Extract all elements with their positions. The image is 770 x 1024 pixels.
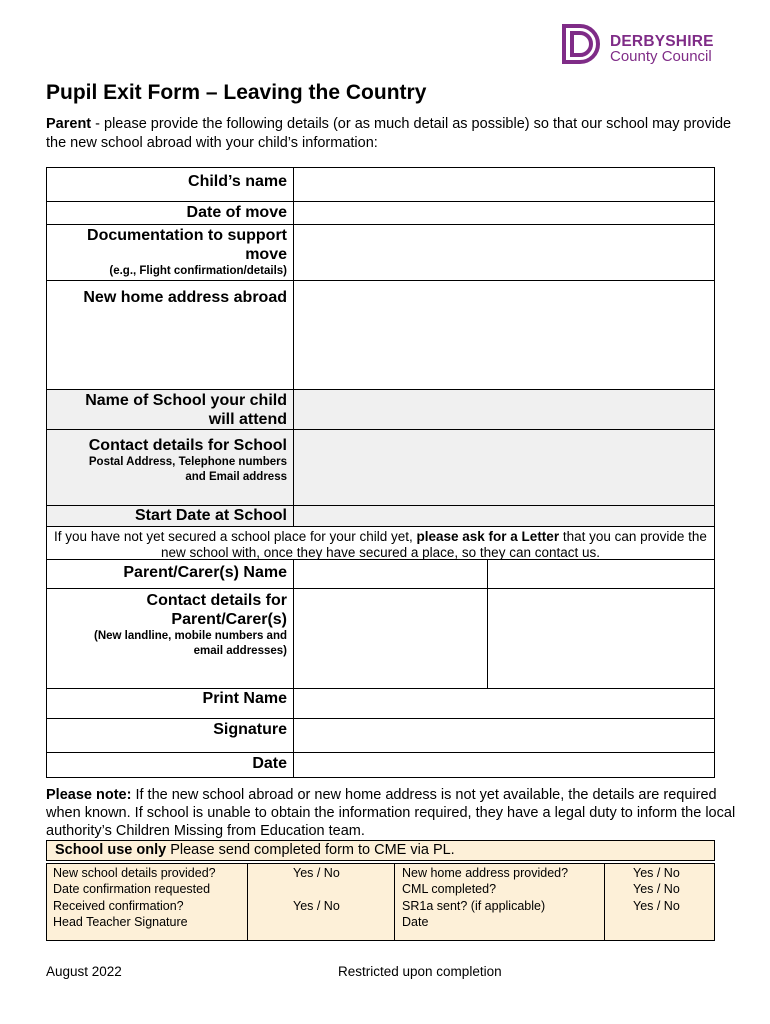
letter-note-post: that you can provide the new school with, once they have secured a place, so they can contact us.	[160, 529, 707, 560]
row-print-name	[47, 689, 714, 719]
school-left-label-1: Date confirmation requested	[53, 882, 211, 896]
school-use-bold: School use only	[55, 842, 167, 858]
parent-contact-field-2[interactable]	[487, 589, 714, 688]
school-left-label-0: New school details provided?	[53, 866, 216, 880]
signature-label: Signature	[213, 721, 287, 738]
print-name-label: Print Name	[202, 690, 287, 707]
school-left-value-2[interactable]: Yes / No	[293, 899, 340, 913]
signature-field[interactable]	[294, 719, 714, 752]
print-name-field[interactable]	[294, 689, 714, 718]
documentation-field[interactable]	[294, 225, 714, 280]
date-of-move-field[interactable]	[294, 202, 714, 224]
logo-line-1: DERBYSHIRE	[610, 33, 714, 50]
row-documentation	[47, 225, 714, 281]
intro-body: - please provide the following details (or as much detail as possible) so that our school may provide the new school abroad with your child’s information:	[46, 116, 732, 151]
letter-note-bold: please ask for a Letter	[416, 529, 560, 544]
school-name-label: Name of School your child will attend	[85, 392, 287, 428]
school-use-banner	[46, 840, 715, 861]
school-right-label-2: SR1a sent? (if applicable)	[402, 899, 546, 913]
row-signature	[47, 719, 714, 753]
please-note	[46, 786, 736, 840]
new-address-field[interactable]	[294, 281, 714, 389]
school-use-text: Please send completed form to CME via PL.	[166, 842, 455, 858]
intro-bold: Parent	[46, 116, 92, 132]
documentation-label: Documentation to support move	[87, 227, 287, 263]
row-new-address	[47, 281, 714, 390]
school-left-label-3: Head Teacher Signature	[53, 915, 188, 929]
school-left-label-2: Received confirmation?	[53, 899, 184, 913]
contact-school-label: Contact details for School	[88, 437, 287, 454]
school-right-label-0: New home address provided?	[402, 866, 569, 880]
childs-name-label: Child’s name	[188, 173, 287, 190]
intro-text	[46, 115, 736, 153]
school-use-table	[46, 863, 715, 941]
letter-note	[47, 526, 714, 560]
school-name-field[interactable]	[294, 390, 714, 429]
row-parent-contact	[47, 589, 714, 689]
logo-line-2: County Council	[610, 48, 712, 65]
school-right-value-2[interactable]: Yes / No	[633, 899, 680, 913]
new-address-label: New home address abroad	[83, 289, 287, 306]
school-right-value-1[interactable]: Yes / No	[633, 882, 680, 896]
parent-contact-sublabel: (New landline, mobile numbers and email addresses)	[94, 630, 287, 657]
school-left-value-0[interactable]: Yes / No	[293, 866, 340, 880]
childs-name-field[interactable]	[294, 168, 714, 201]
row-contact-school	[47, 430, 714, 506]
please-note-body: If the new school abroad or new home address is not yet available, the details are required when known. If school is unable to obtain the information required, they have a legal duty to inform the local authority’s Children Missing from Education team.	[46, 787, 736, 839]
contact-school-field[interactable]	[294, 430, 714, 505]
derbyshire-logo	[562, 24, 732, 68]
parent-name-label: Parent/Carer(s) Name	[123, 564, 287, 581]
parent-contact-label: Contact details for Parent/Carer(s)	[146, 592, 287, 628]
row-date	[47, 753, 714, 777]
start-date-label: Start Date at School	[134, 507, 287, 524]
row-childs-name	[47, 168, 714, 202]
footer-date: August 2022	[46, 964, 122, 979]
row-parent-name	[47, 560, 714, 589]
date-field[interactable]	[294, 753, 714, 777]
date-of-move-label: Date of move	[186, 204, 287, 221]
row-start-date	[47, 506, 714, 526]
derbyshire-d-icon	[562, 24, 606, 64]
school-right-label-3: Date	[402, 915, 429, 929]
contact-school-sublabel: Postal Address, Telephone numbers and Email address	[88, 456, 287, 483]
please-note-bold: Please note:	[46, 787, 132, 803]
row-date-of-move	[47, 202, 714, 225]
school-right-label-1: CML completed?	[402, 882, 497, 896]
parent-name-field-2[interactable]	[487, 560, 714, 588]
page-title: Pupil Exit Form – Leaving the Country	[46, 81, 427, 104]
pupil-exit-form	[46, 167, 715, 778]
letter-note-pre: If you have not yet secured a school place for your child yet,	[54, 529, 417, 544]
school-right-value-0[interactable]: Yes / No	[633, 866, 680, 880]
start-date-field[interactable]	[294, 506, 714, 526]
row-school-name	[47, 390, 714, 430]
documentation-sublabel: (e.g., Flight confirmation/details)	[109, 265, 287, 277]
footer-classification: Restricted upon completion	[338, 964, 502, 979]
date-label: Date	[252, 755, 287, 772]
